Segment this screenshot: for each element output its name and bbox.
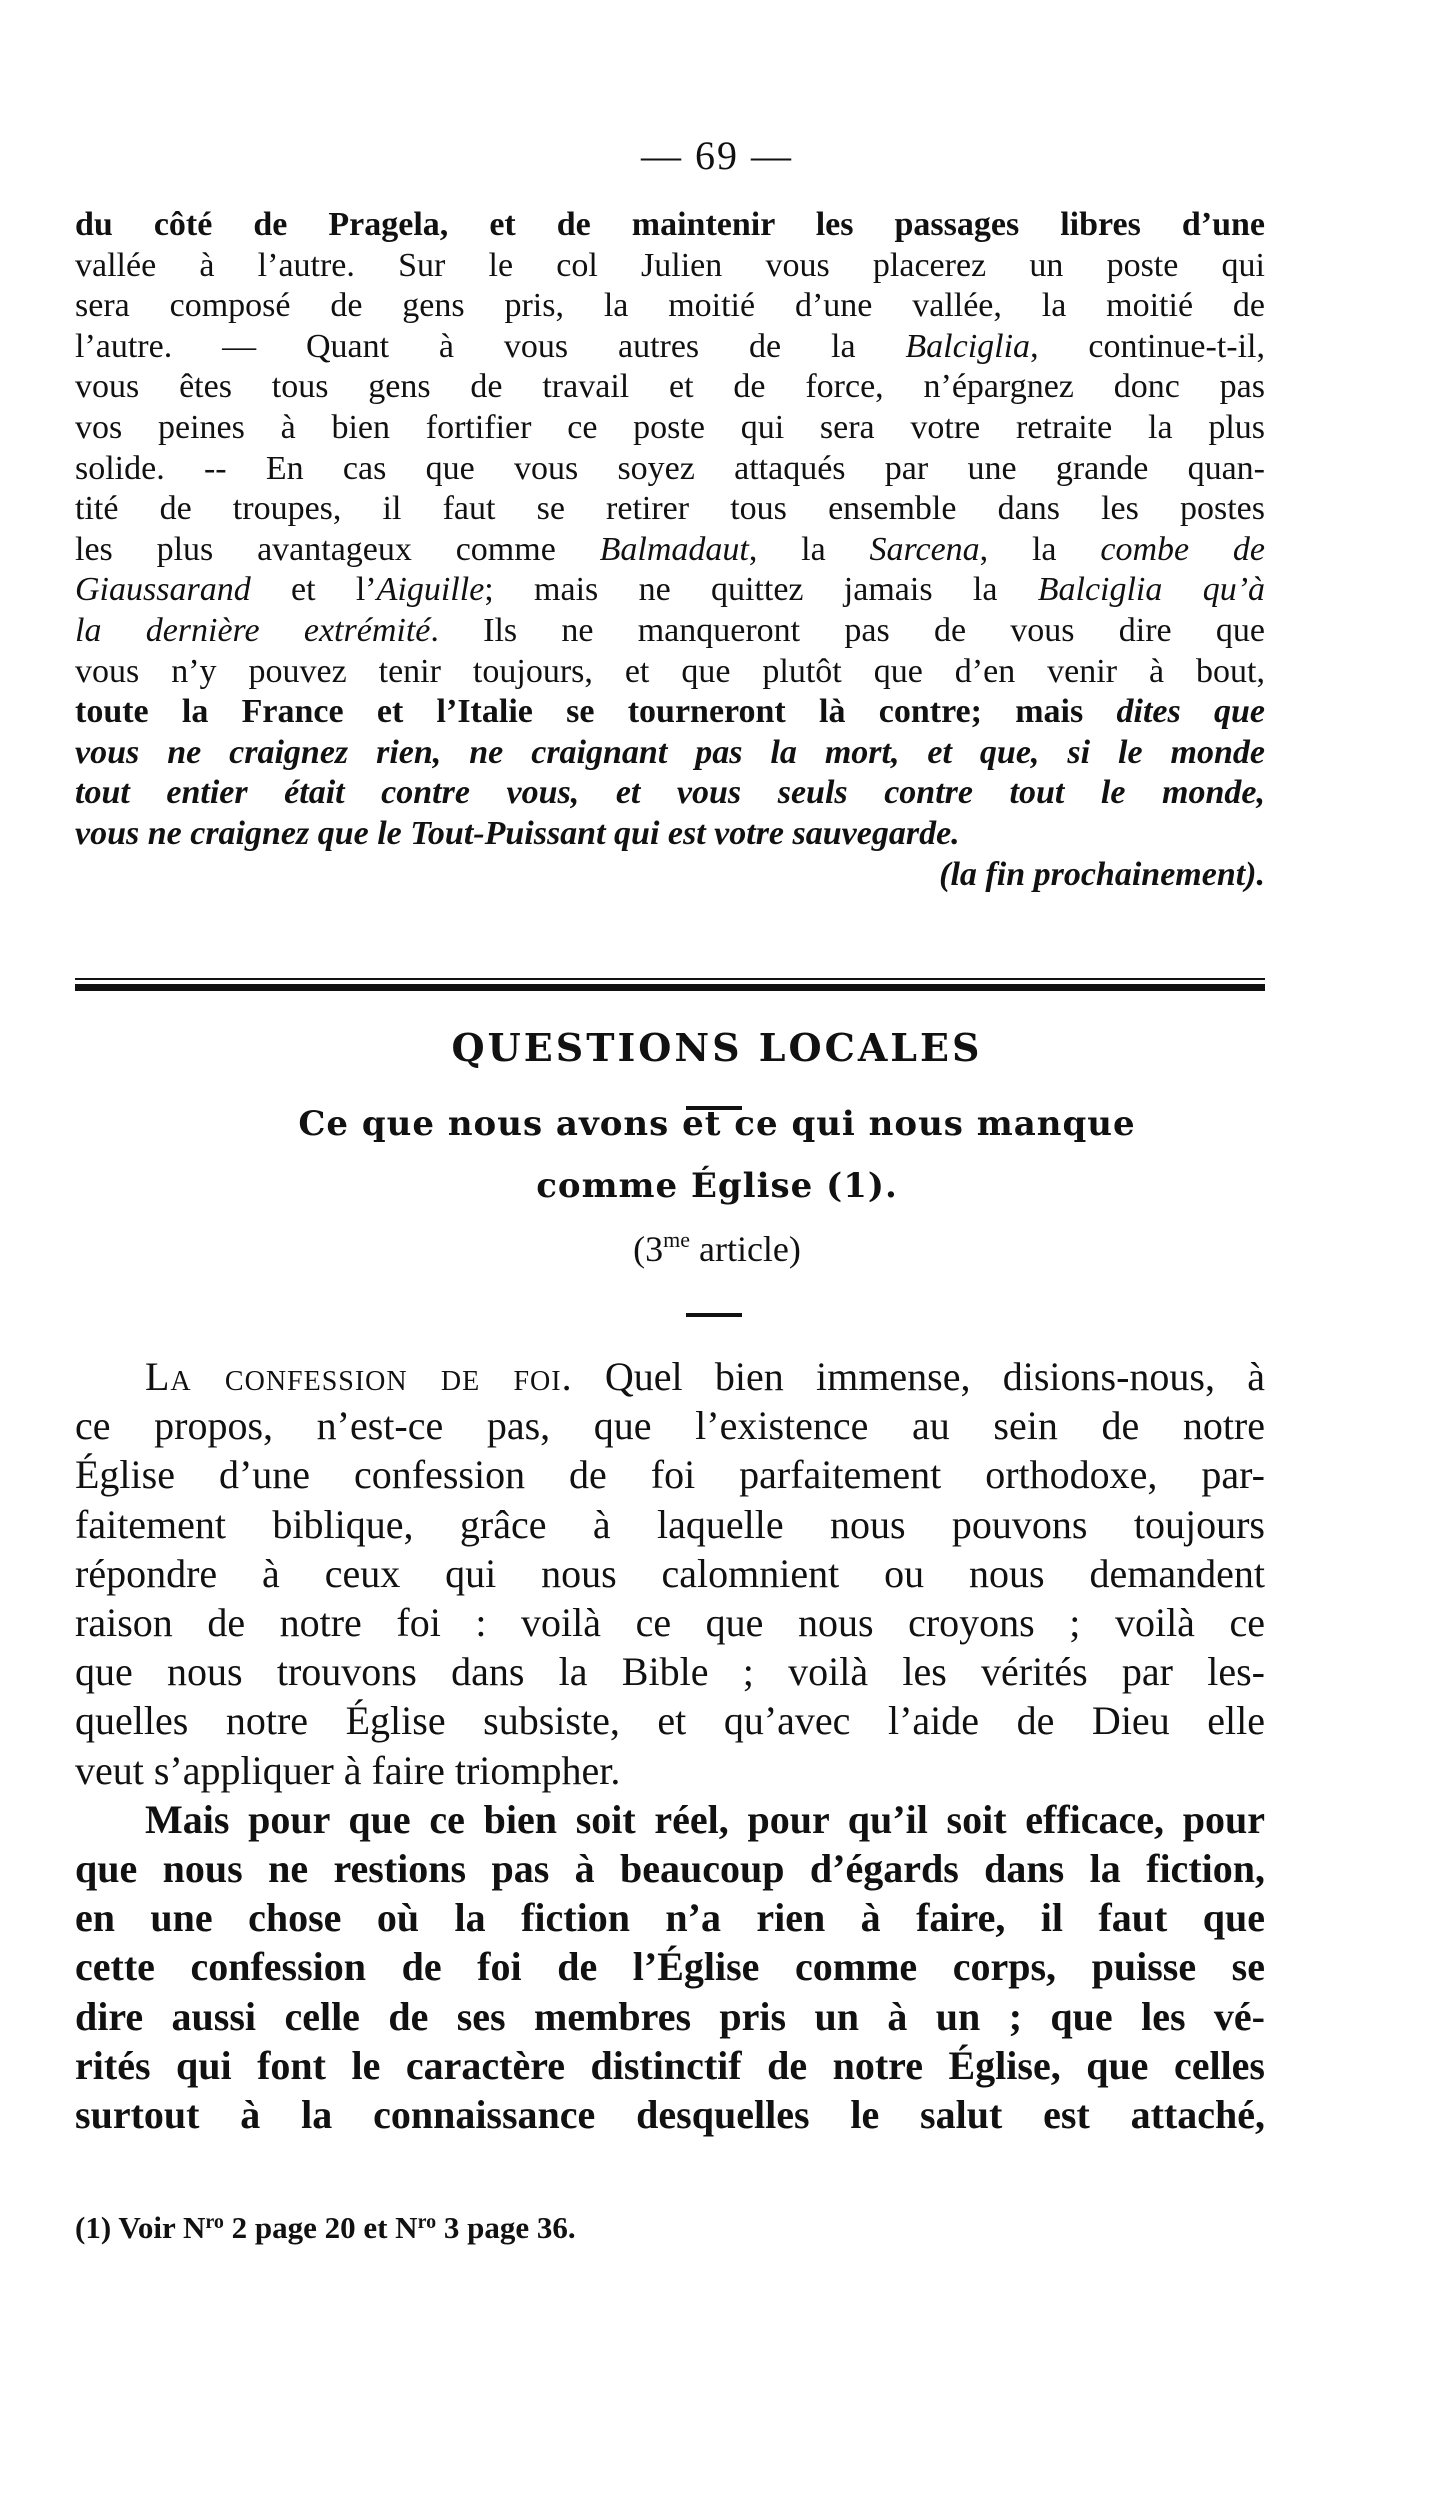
footnote: (1) Voir $N^{ro}$ 2 page 20 et $N^{ro}$ 3 page 36. bbox=[75, 2210, 576, 2245]
text-line: l’autre. — Quant à vous autres de la Balciglia, continue-t-il, bbox=[75, 327, 1265, 365]
article-subtitle-line-2: comme Église (1). bbox=[536, 1166, 898, 1206]
closing-note: (la fin prochainement). bbox=[939, 855, 1265, 893]
text-line: surtout à la connaissance desquelles le salut est attaché, bbox=[75, 2092, 1265, 2138]
text-line: tout entier était contre vous, et vous seuls contre tout le monde, bbox=[75, 774, 1265, 812]
text-line: solide. -- En cas que vous soyez attaqués par une grande quan- bbox=[75, 449, 1265, 487]
text-line: rités qui font le caractère distinctif de notre Église, que celles bbox=[75, 2042, 1265, 2088]
section-divider-thin bbox=[75, 978, 1265, 980]
text-line: toute la France et l’Italie se tourneront là contre; mais dites que bbox=[75, 693, 1265, 731]
text-line: les plus avantageux comme Balmadaut, la Sarcena, la combe de bbox=[75, 530, 1266, 568]
text-line: vallée à l’autre. Sur le col Julien vous placerez un poste qui bbox=[75, 246, 1265, 284]
text-line: Église d’une confession de foi parfaitement orthodoxe, par- bbox=[75, 1452, 1265, 1498]
text-line: vous êtes tous gens de travail et de force, n’épargnez donc pas bbox=[75, 368, 1265, 406]
text-line: vous ne craignez rien, ne craignant pas la mort, et que, si le monde bbox=[75, 733, 1265, 771]
text-line: faitement biblique, grâce à laquelle nous pouvons toujours bbox=[75, 1501, 1265, 1547]
text-line: quelles notre Église subsiste, et qu’avec l’aide de Dieu elle bbox=[75, 1698, 1265, 1744]
section-divider-thick bbox=[75, 984, 1265, 991]
text-line: cette confession de foi de l’Église comme corps, puisse se bbox=[75, 1944, 1265, 1990]
lead-in: La confession de foi. bbox=[145, 1354, 573, 1399]
section-title: QUESTIONS LOCALES bbox=[451, 1025, 983, 1070]
text-line: tité de troupes, il faut se retirer tous ensemble dans les postes bbox=[75, 490, 1265, 528]
text-line: ce propos, n’est-ce pas, que l’existence au sein de notre bbox=[75, 1403, 1265, 1449]
text-line: sera composé de gens pris, la moitié d’une vallée, la moitié de bbox=[75, 287, 1265, 325]
text-line: que nous trouvons dans la Bible ; voilà les vérités par les- bbox=[75, 1649, 1265, 1695]
text-line: vous ne craignez que le Tout-Puissant qui est votre sauvegarde. bbox=[75, 814, 960, 852]
article-subtitle-line-1: Ce que nous avons et ce qui nous manque bbox=[298, 1104, 1136, 1144]
text-line: Mais pour que ce bien soit réel, pour qu’il soit efficace, pour bbox=[145, 1796, 1265, 1842]
text-line: du côté de Pragela, et de maintenir les passages libres d’une bbox=[75, 206, 1265, 243]
article-number-note: ($3^{me}$ article) bbox=[633, 1227, 801, 1269]
article-body bbox=[75, 1352, 1265, 2139]
text-line: vos peines à bien fortifier ce poste qui sera votre retraite la plus bbox=[75, 408, 1265, 446]
text-line: Giaussarand et l’Aiguille; mais ne quittez jamais la Balciglia qu’à bbox=[75, 571, 1266, 609]
text-line: la dernière extrémité. Ils ne manqueront pas de vous dire que bbox=[75, 611, 1265, 649]
article-dash-divider bbox=[686, 1313, 742, 1317]
text-line: répondre à ceux qui nous calomnient ou nous demandent bbox=[75, 1550, 1265, 1596]
text-line: vous n’y pouvez tenir toujours, et que plutôt que d’en venir à bout, bbox=[75, 652, 1265, 690]
text-line: que nous ne restions pas à beaucoup d’égards dans la fiction, bbox=[75, 1846, 1265, 1892]
continued-article-text bbox=[75, 205, 1265, 895]
text-line: veut s’appliquer à faire triompher. bbox=[75, 1747, 621, 1793]
text-line: raison de notre foi : voilà ce que nous croyons ; voilà ce bbox=[75, 1600, 1265, 1646]
page-number: — 69 — bbox=[641, 133, 793, 178]
text-line: La confession de foi. Quel bien immense, disions-nous, à bbox=[145, 1354, 1265, 1399]
text-line: dire aussi celle de ses membres pris un à un ; que les vé- bbox=[75, 1993, 1265, 2039]
text-line: en une chose où la fiction n’a rien à faire, il faut que bbox=[75, 1895, 1265, 1941]
